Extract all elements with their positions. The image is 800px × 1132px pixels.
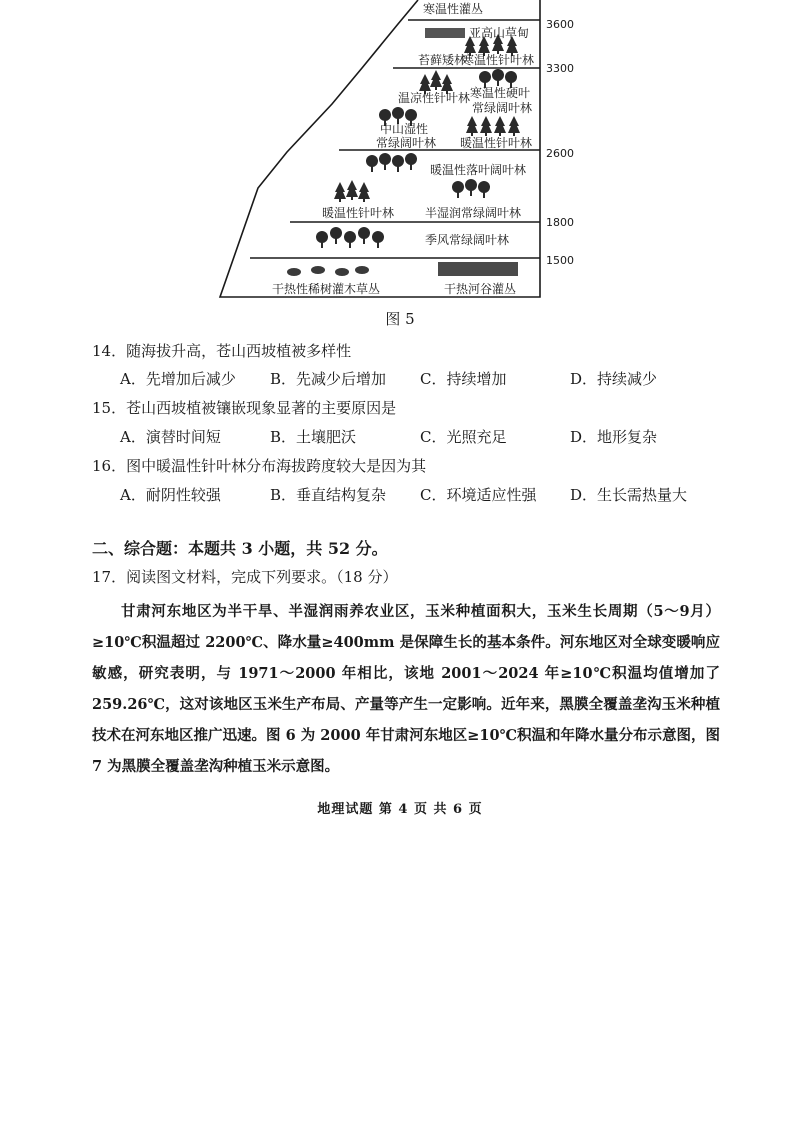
altitude-label: 3600: [546, 18, 574, 31]
zone-label: 暖温性落叶阔叶林: [430, 163, 527, 177]
zone-label: 寒温性针叶林: [462, 53, 535, 67]
zone-label: 季风常绿阔叶林: [425, 233, 510, 247]
option-d: D．地形复杂: [570, 428, 658, 446]
option-a: A．演替时间短: [120, 428, 221, 446]
option-b: B．先减少后增加: [270, 370, 387, 388]
option-d: D．持续减少: [570, 370, 658, 388]
page-footer: 地理试题 第 4 页 共 6 页: [317, 802, 483, 817]
zone-label: 干热性稀树灌木草丛: [272, 282, 381, 296]
deciduous-symbols: [334, 153, 490, 202]
savanna-symbols: [287, 262, 518, 276]
figure-caption: 图 5: [385, 310, 415, 328]
zone-label: 常绿阔叶林: [472, 101, 533, 115]
zone-label: 寒温性灌丛: [423, 2, 484, 16]
question-16-stem: 16．图中暖温性针叶林分布海拔跨度较大是因为其: [92, 457, 427, 475]
option-c: C．持续增加: [420, 370, 507, 388]
option-c: C．环境适应性强: [420, 486, 537, 504]
vegetation-diagram: [0, 0, 800, 310]
option-c: C．光照充足: [420, 428, 507, 446]
material-paragraph: 甘肃河东地区为半干旱、半湿润雨养农业区，玉米种植面积大，玉米生长周期（5～9月）≥10℃积温超过 2200℃、降水量≥400mm 是保障生长的基本条件。河东地区对全球变暖响应敏感，研究表明，与 1971～2000 年相比，该地 2001～2024 年≥10℃积温均值增加了 259.26℃，这对该地区玉米生产布局、产量等产生一定影响。近年来，黑膜全覆盖垄沟玉米种植技术在河东地区推广迅速。图 6 为 2000 年甘肃河东地区≥10℃积温和年降水量分布示意图，图 7 为黑膜全覆盖垄沟种植玉米示意图。: [92, 603, 720, 775]
monsoon-forest-symbols: [316, 227, 384, 248]
section-heading: 二、综合题：本题共 3 小题，共 52 分。: [92, 539, 388, 558]
option-a: A．先增加后减少: [120, 370, 236, 388]
altitude-label: 1800: [546, 216, 574, 229]
altitude-label: 2600: [546, 147, 574, 160]
option-b: B．垂直结构复杂: [270, 486, 387, 504]
zone-label: 中山湿性: [380, 122, 429, 136]
option-b: B．土壤肥沃: [270, 428, 357, 446]
zone-label: 干热河谷灌丛: [444, 282, 517, 296]
zone-label: 温凉性针叶林: [398, 91, 471, 105]
zone-label: 亚高山草甸: [469, 26, 530, 40]
option-a: A．耐阴性较强: [120, 486, 221, 504]
zone-label: 暖温性针叶林: [460, 136, 533, 150]
zone-label: 常绿阔叶林: [376, 136, 437, 150]
zone-label: 暖温性针叶林: [322, 206, 395, 220]
vegetation-zonation-figure: [0, 0, 800, 310]
zone-label: 半湿润常绿阔叶林: [425, 206, 522, 220]
zone-label: 寒温性硬叶: [470, 86, 531, 100]
question-17-stem: 17．阅读图文材料，完成下列要求。（18 分）: [92, 568, 398, 586]
question-15-stem: 15．苍山西坡植被镶嵌现象显著的主要原因是: [92, 399, 397, 417]
question-14-stem: 14．随海拔升高，苍山西坡植被多样性: [92, 342, 352, 360]
subalpine-meadow-symbol: [425, 28, 465, 38]
altitude-label: 1500: [546, 254, 574, 267]
altitude-label: 3300: [546, 62, 574, 75]
zone-label: 苔藓矮林: [418, 53, 467, 67]
option-d: D．生长需热量大: [570, 486, 688, 504]
reading-material: [92, 596, 720, 782]
